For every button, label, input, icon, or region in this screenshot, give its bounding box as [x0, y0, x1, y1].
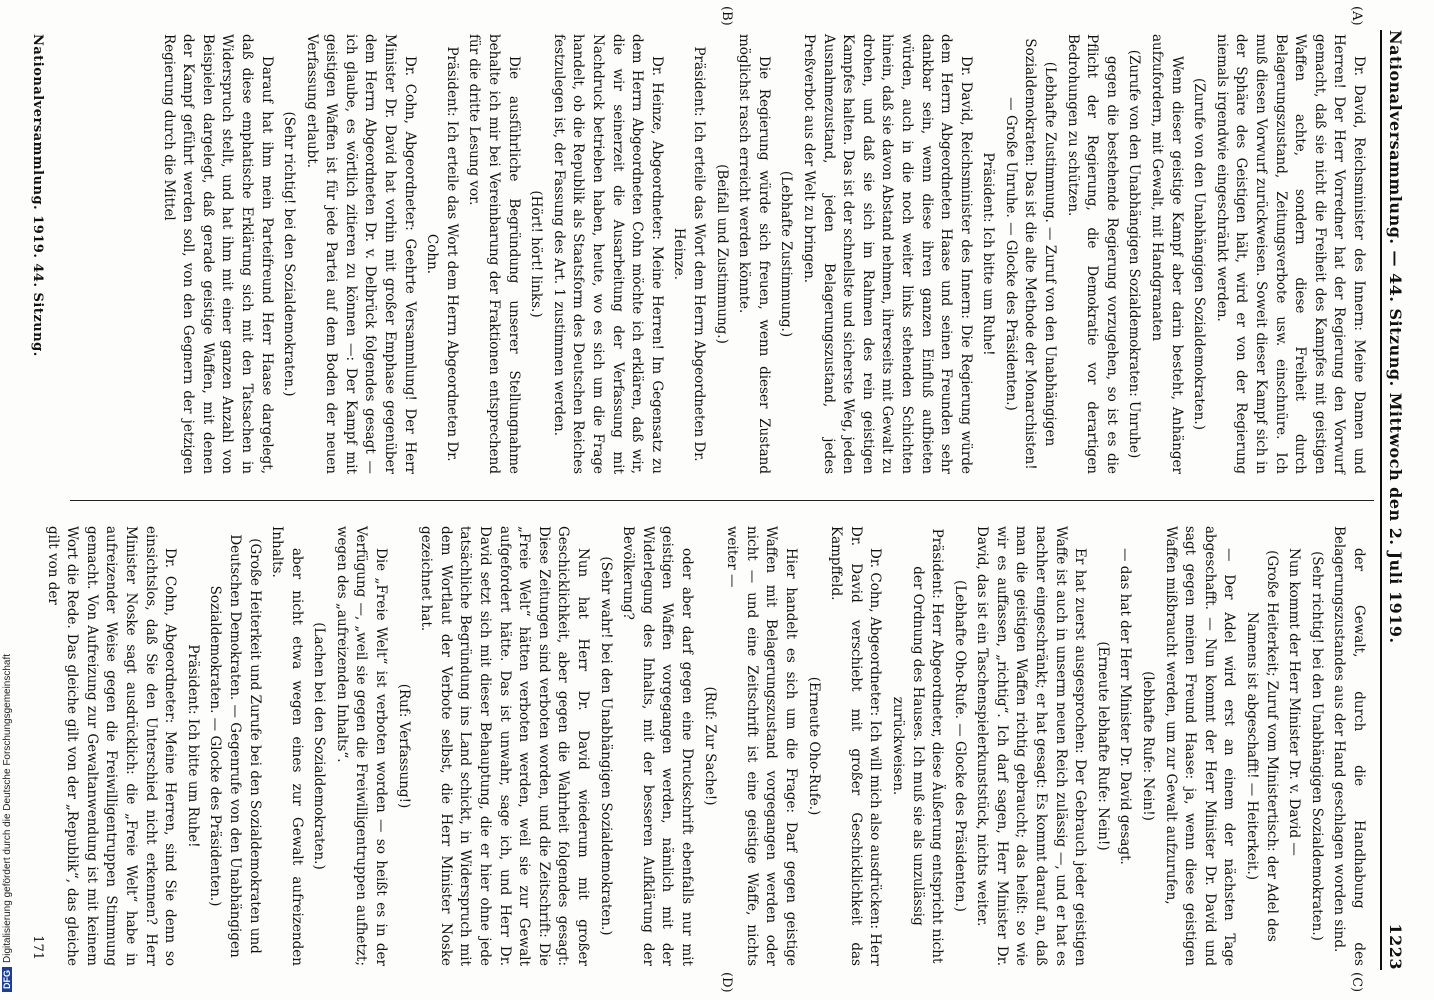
- paragraph: Die „Freie Welt“ ist verboten worden — so heißt es in der Verfügung —, „weil sie gegen die Freiwilligentruppen aufhetzt; wegen des „aufreizenden Inhalts“.: [333, 526, 390, 966]
- paragraph: Nun hat Herr Dr. David wiederum mit großer Geschicklichkeit, aber gegen die Wahrheit folgendes gesagt: Diese Zeitungen sind verboten worden, und die Zeitschrift: Die „Freie Welt“ hätten verboten werden, weil sie zur Gewalt aufgefordert hätte. Das ist unwahr, sage ich, und Herr Dr. David setzt sich mit dieser Behauptung, die er hier ohne jede tatsächliche Begründung ins Land schickt, in Widerspruch mit dem Wortlaut der Verbote selbst, die Herr Minister Noske gezeichnet hat.: [418, 526, 592, 966]
- paragraph: (Lachen bei den Sozialdemokraten.): [311, 622, 328, 870]
- paragraph: (Große Heiterkeit; Zuruf vom Ministertisch: der Adel des Namens ist abgeschafft! — Heiterkeit.): [1244, 550, 1280, 942]
- paragraph: (Sehr richtig! bei den Sozialdemokraten.): [281, 111, 298, 397]
- paragraph: Präsident: Ich erteile das Wort dem Herrn Abgeordneten Dr. Cohn.: [424, 46, 460, 462]
- paragraph: Er hat zuerst ausgesprochen: Der Gebrauch jeder geistigen Waffe ist auch in unserm neuen Reich zulässig —, und er hat es nachher eingeschränkt; er hat gesagt: Es kommt darauf an, daß man die geistigen Waffen richtig gebraucht; das heißt: so wie wir es auffassen, „richtig“. Ich darf sagen, Herr Minister Dr. David, das ist ein Taschenspielerkunststück, nichts weiter.: [974, 526, 1089, 966]
- paragraph: aber nicht etwa wegen eines zur Gewalt aufreizenden Inhalts.: [269, 526, 305, 966]
- paragraph: Die ausführliche Begründung unserer Stellungnahme behalte ich mir bei Vereinbarung der Fraktionen entsprechend für die dritte Lesung vor.: [466, 34, 522, 474]
- paragraph: Dr. Cohn, Abgeordneter: Meine Herren, sind Sie denn so einsichtslos, daß Sie den Unterschied nicht erkennen? Herr Minister Noske sagt ausdrücklich: die „Freie Welt“ habe in aufreizender Weise gegen die Freiwilligentruppen Stimmung gemacht. Von Aufreizung zur Gewaltanwendung ist mit keinem Wort die Rede. Das gleiche gilt von der „Republik“, das gleiche gilt von der: [44, 526, 179, 966]
- paragraph: Dr. Cohn, Abgeordneter: Geehrte Versammlung! Der Herr Minister Dr. David hat vorhin mit großer Emphase gegenüber dem Herrn Abgeordneten Dr. v. Delbrück folgendes gesagt — ich glaube, es wörtlich zitieren zu können —: Der Kampf mit geistigen Waffen ist für jede Partei auf dem Boden der neuen Verfassung erlaubt.: [303, 34, 418, 474]
- paragraph: (Sehr richtig! bei den Unabhängigen Sozialdemokraten.): [1308, 551, 1325, 941]
- paragraph: Wenn dieser geistige Kampf aber darin besteht, Anhänger aufzufordern, mit Gewalt, mit Handgranaten: [1149, 34, 1185, 474]
- left-column: [60, 34, 1368, 474]
- paragraph: (Lebhafte Zustimmung.): [778, 170, 795, 338]
- paragraph: Präsident: Herr Abgeordneter, diese Äußerung entspricht nicht der Ordnung des Hauses. Ich muß sie als unzulässig zurückweisen.: [889, 528, 946, 964]
- digitization-credit: [0, 600, 18, 1000]
- paragraph: (Hört! hört! links.): [528, 190, 545, 318]
- header-page-number: 1223: [1386, 923, 1405, 970]
- paragraph: Dr. Cohn, Abgeordneter: Ich will mich also ausdrücken: Herr Dr. David verschiebt mit großer Geschicklichkeit das Kampffeld.: [828, 526, 884, 966]
- paragraph: Präsident: Ich bitte um Ruhe!: [184, 644, 201, 848]
- running-header: [1386, 30, 1416, 970]
- paragraph: (Große Heiterkeit und Zurufe bei den Sozialdemokraten und Deutschen Demokraten. — Gegenrufe von den Unabhängigen Sozialdemokraten. — Glocke des Präsidenten.): [207, 534, 263, 958]
- paragraph: (Beifall und Zustimmung.): [713, 164, 730, 344]
- paragraph: (Zurufe von den Unabhängigen Sozialdemokraten.): [1191, 78, 1208, 430]
- paragraph: Dr. Heinze, Abgeordneter: Meine Herren! Im Gegensatz zu dem Herrn Abgeordneten Cohn möchte ich erklären, daß wir, die wir seinerzeit die Ausarbeitung der Verfassung mit Nachdruck betrieben haben, heute, wo es sich um die Frage handelt, ob die Republik als Staatsform des Deutschen Reiches festzulegen ist, der Fassung des Art. 1 zustimmen werden.: [550, 34, 665, 474]
- header-rule: [1380, 30, 1382, 970]
- paragraph: (Zurufe von den Unabhängigen Sozialdemokraten: Unruhe): [1126, 49, 1143, 459]
- margin-letter-c: (C): [1349, 972, 1364, 993]
- paragraph: (Lebhafte Zustimmung. — Zuruf von den Unabhängigen Sozialdemokraten: Das ist die alte Methode der Monarchisten! — Große Unruhe. — Glocke des Präsidenten.): [1002, 38, 1059, 470]
- header-title: Nationalversammlung. — 44. Sitzung. Mittwoch den 2. Juli 1919.: [1386, 30, 1405, 644]
- paragraph: Nun kommt der Herr Minister Dr. v. David —: [1286, 548, 1303, 856]
- paragraph: (Sehr wahr! bei den Unabhängigen Sozialdemokraten.): [597, 556, 614, 936]
- paragraph: Die Regierung würde sich freuen, wenn dieser Zustand möglichst rasch erreicht werden könnte.: [736, 34, 772, 474]
- paragraph: (Erneute lebhafte Rufe: Nein!): [1094, 641, 1111, 851]
- dfg-logo: DFG: [2, 967, 12, 992]
- paragraph: Hier handelt es sich um die Frage: Darf gegen geistige Waffen mit Belagerungszustand vorgegangen werden oder nicht — und eine Zeitschrift ist eine geistige Waffe, nichts weiter —: [724, 526, 799, 966]
- margin-letter-a: (A): [1349, 6, 1364, 26]
- paragraph: Darauf hat ihm mein Parteifreund Herr Haase dargelegt, daß diese emphatische Erklärung sich mit den Tatsachen in Widerspruch stellt, und hat ihm mit einer ganzen Anzahl von Beispielen dargelegt, daß gerade geistige Waffen, mit denen der Kampf geführt werden soll, von den Gegnern der jetzigen Regierung durch die Mittel: [160, 34, 275, 474]
- footer-session: Nationalversammlung. 1919. 44. Sitzung.: [30, 34, 45, 357]
- paragraph: — Der Adel wird erst an einem der nächsten Tage abgeschafft. — Nun kommt der Herr Minister Dr. David und sagt gegen meinen Freund Haase: ja, wenn diese geistigen Waffen mißbraucht werden, um zur Gewalt aufzurufen,: [1162, 526, 1238, 966]
- paragraph: (Ruf: Zur Sache!): [701, 686, 718, 806]
- paragraph: gegen die bestehende Regierung vorzugehen, so ist es die Pflicht der Regierung, die Demokratie vor derartigen Bedrohungen zu schützen.: [1064, 34, 1120, 474]
- margin-letter-d: (D): [719, 972, 734, 993]
- paragraph: (Erneute Oho-Rufe.): [805, 676, 822, 816]
- credit-text: Digitalisierung gefördert durch die Deutsche Forschungsgemeinschaft: [2, 653, 13, 963]
- paragraph: (lebhafte Rufe: Nein!): [1140, 671, 1157, 821]
- paragraph: — das hat der Herr Minister Dr. David gesagt.: [1117, 548, 1134, 865]
- footer-page-number: 171: [30, 935, 45, 960]
- paragraph: Präsident: Ich bitte um Ruhe!: [980, 152, 997, 356]
- paragraph: Präsident: Ich erteile das Wort dem Herrn Abgeordneten Dr. Heinze.: [671, 46, 707, 462]
- paragraph: Dr. David, Reichsminister des Innern: Die Regierung würde dem Herrn Abgeordneten Haase und seinen Freunden sehr dankbar sein, wenn diese ihren ganzen Einfluß aufbieten würden, auch in die noch weiter links stehenden Schichten hinein, daß sie davon Abstand nehmen, ihrerseits mit Gewalt zu drohen, und daß sie sich im Rahmen des rein geistigen Kampfes halten. Das ist der schnellste und sicherste Weg, jeden Ausnahmezustand, jeden Belagerungszustand, jedes Preßverbot aus der Welt zu bringen.: [800, 34, 974, 474]
- paragraph: oder aber darf gegen eine Druckschrift ebenfalls nur mit geistigen Waffen vorgegangen werden, nämlich mit der Widerlegung des Inhalts, mit der besseren Aufklärung der Bevölkerung?: [620, 526, 695, 966]
- paragraph: (Ruf: Verfassung!): [395, 683, 412, 809]
- paragraph: Dr. David, Reichsminister des Innern: Meine Damen und Herren! Der Herr Vorredner hat der Regierung den Vorwurf gemacht, daß sie nicht die Freiheit des Kampfes mit geistigen Waffen achte, sondern diese Freiheit durch Belagerungszustand, Zeitungsverbote usw. einschnüre. Ich muß diesen Vorwurf zurückweisen. Soweit dieser Kampf sich in der Sphäre des Geistigen hält, wird er von der Regierung niemals irgendwie eingeschränkt werden.: [1213, 34, 1367, 474]
- column-divider: [70, 500, 1374, 501]
- paragraph: (Lebhafte Oho-Rufe. — Glocke des Präsidenten.): [951, 580, 968, 912]
- right-column: [44, 526, 1368, 966]
- paragraph: der Gewalt, durch die Handhabung des Belagerungszustandes aus der Hand geschlagen worden sind.: [1331, 526, 1367, 966]
- margin-letter-b: (B): [719, 6, 734, 26]
